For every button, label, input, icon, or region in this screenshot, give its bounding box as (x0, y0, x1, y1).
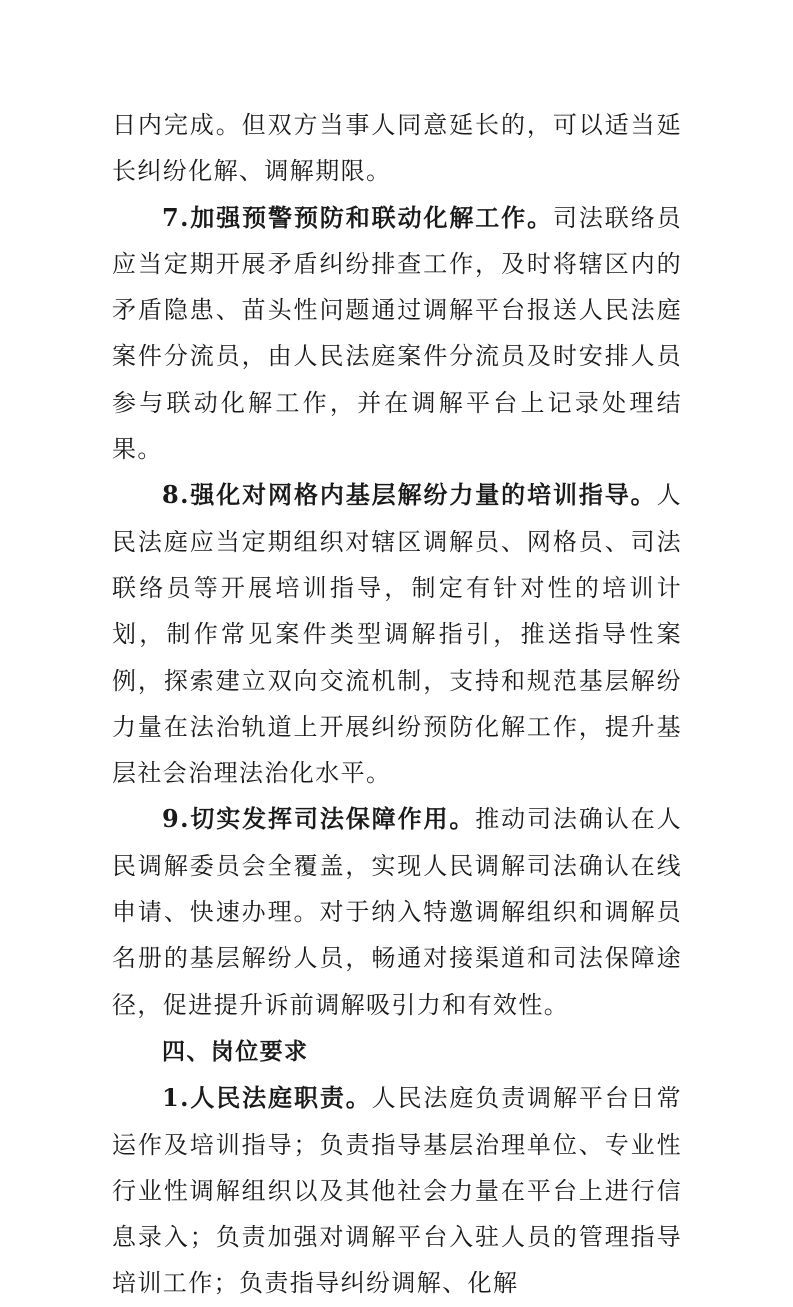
paragraph-text: 司法联络员应当定期开展矛盾纠纷排查工作，及时将辖区内的矛盾隐患、苗头性问题通过调解平台报送人民法庭案件分流员，由人民法庭案件分流员及时安排人员参与联动化解工作，并在调解平台上记录处理结果。 (112, 203, 682, 464)
section-title: 四、岗位要求 (162, 1038, 309, 1065)
paragraph-text: 人民法庭负责调解平台日常运作及培训指导；负责指导基层治理单位、专业性行业性调解组织以及其他社会力量在平台上进行信息录入；负责加强对调解平台入驻人员的管理指导培训工作；负责指导纠纷调解、化解 (112, 1084, 682, 1298)
section-heading (112, 1028, 682, 1075)
paragraph-text: 日内完成。但双方当事人同意延长的，可以适当延长纠纷化解、调解期限。 (112, 111, 682, 186)
paragraph-text: 人民法庭应当定期组织对辖区调解员、网格员、司法联络员等开展培训指导，制定有针对性的培训计划，制作常见案件类型调解指引，推送指导性案例，探索建立双向交流机制，支持和规范基层解纷力量在法治轨道上开展纠纷预防化解工作，提升基层社会治理法治化水平。 (112, 481, 682, 788)
item-heading: 9.切实发挥司法保障作用。 (162, 804, 476, 834)
paragraph-text: 推动司法确认在人民调解委员会全覆盖，实现人民调解司法确认在线申请、快速办理。对于纳入特邀调解组织和调解员名册的基层解纷人员，畅通对接渠道和司法保障途径，促进提升诉前调解吸引力和有效性。 (112, 805, 682, 1019)
document-body (112, 102, 682, 1307)
paragraph-item-1 (112, 1075, 682, 1306)
paragraph-item-7 (112, 195, 682, 473)
item-heading: 7.加强预警预防和联动化解工作。 (162, 202, 553, 232)
item-heading: 1.人民法庭职责。 (162, 1083, 372, 1113)
paragraph-item-8 (112, 472, 682, 796)
paragraph-item-9 (112, 796, 682, 1027)
paragraph-continuation (112, 102, 682, 195)
item-heading: 8.强化对网格内基层解纷力量的培训指导。 (162, 480, 657, 510)
